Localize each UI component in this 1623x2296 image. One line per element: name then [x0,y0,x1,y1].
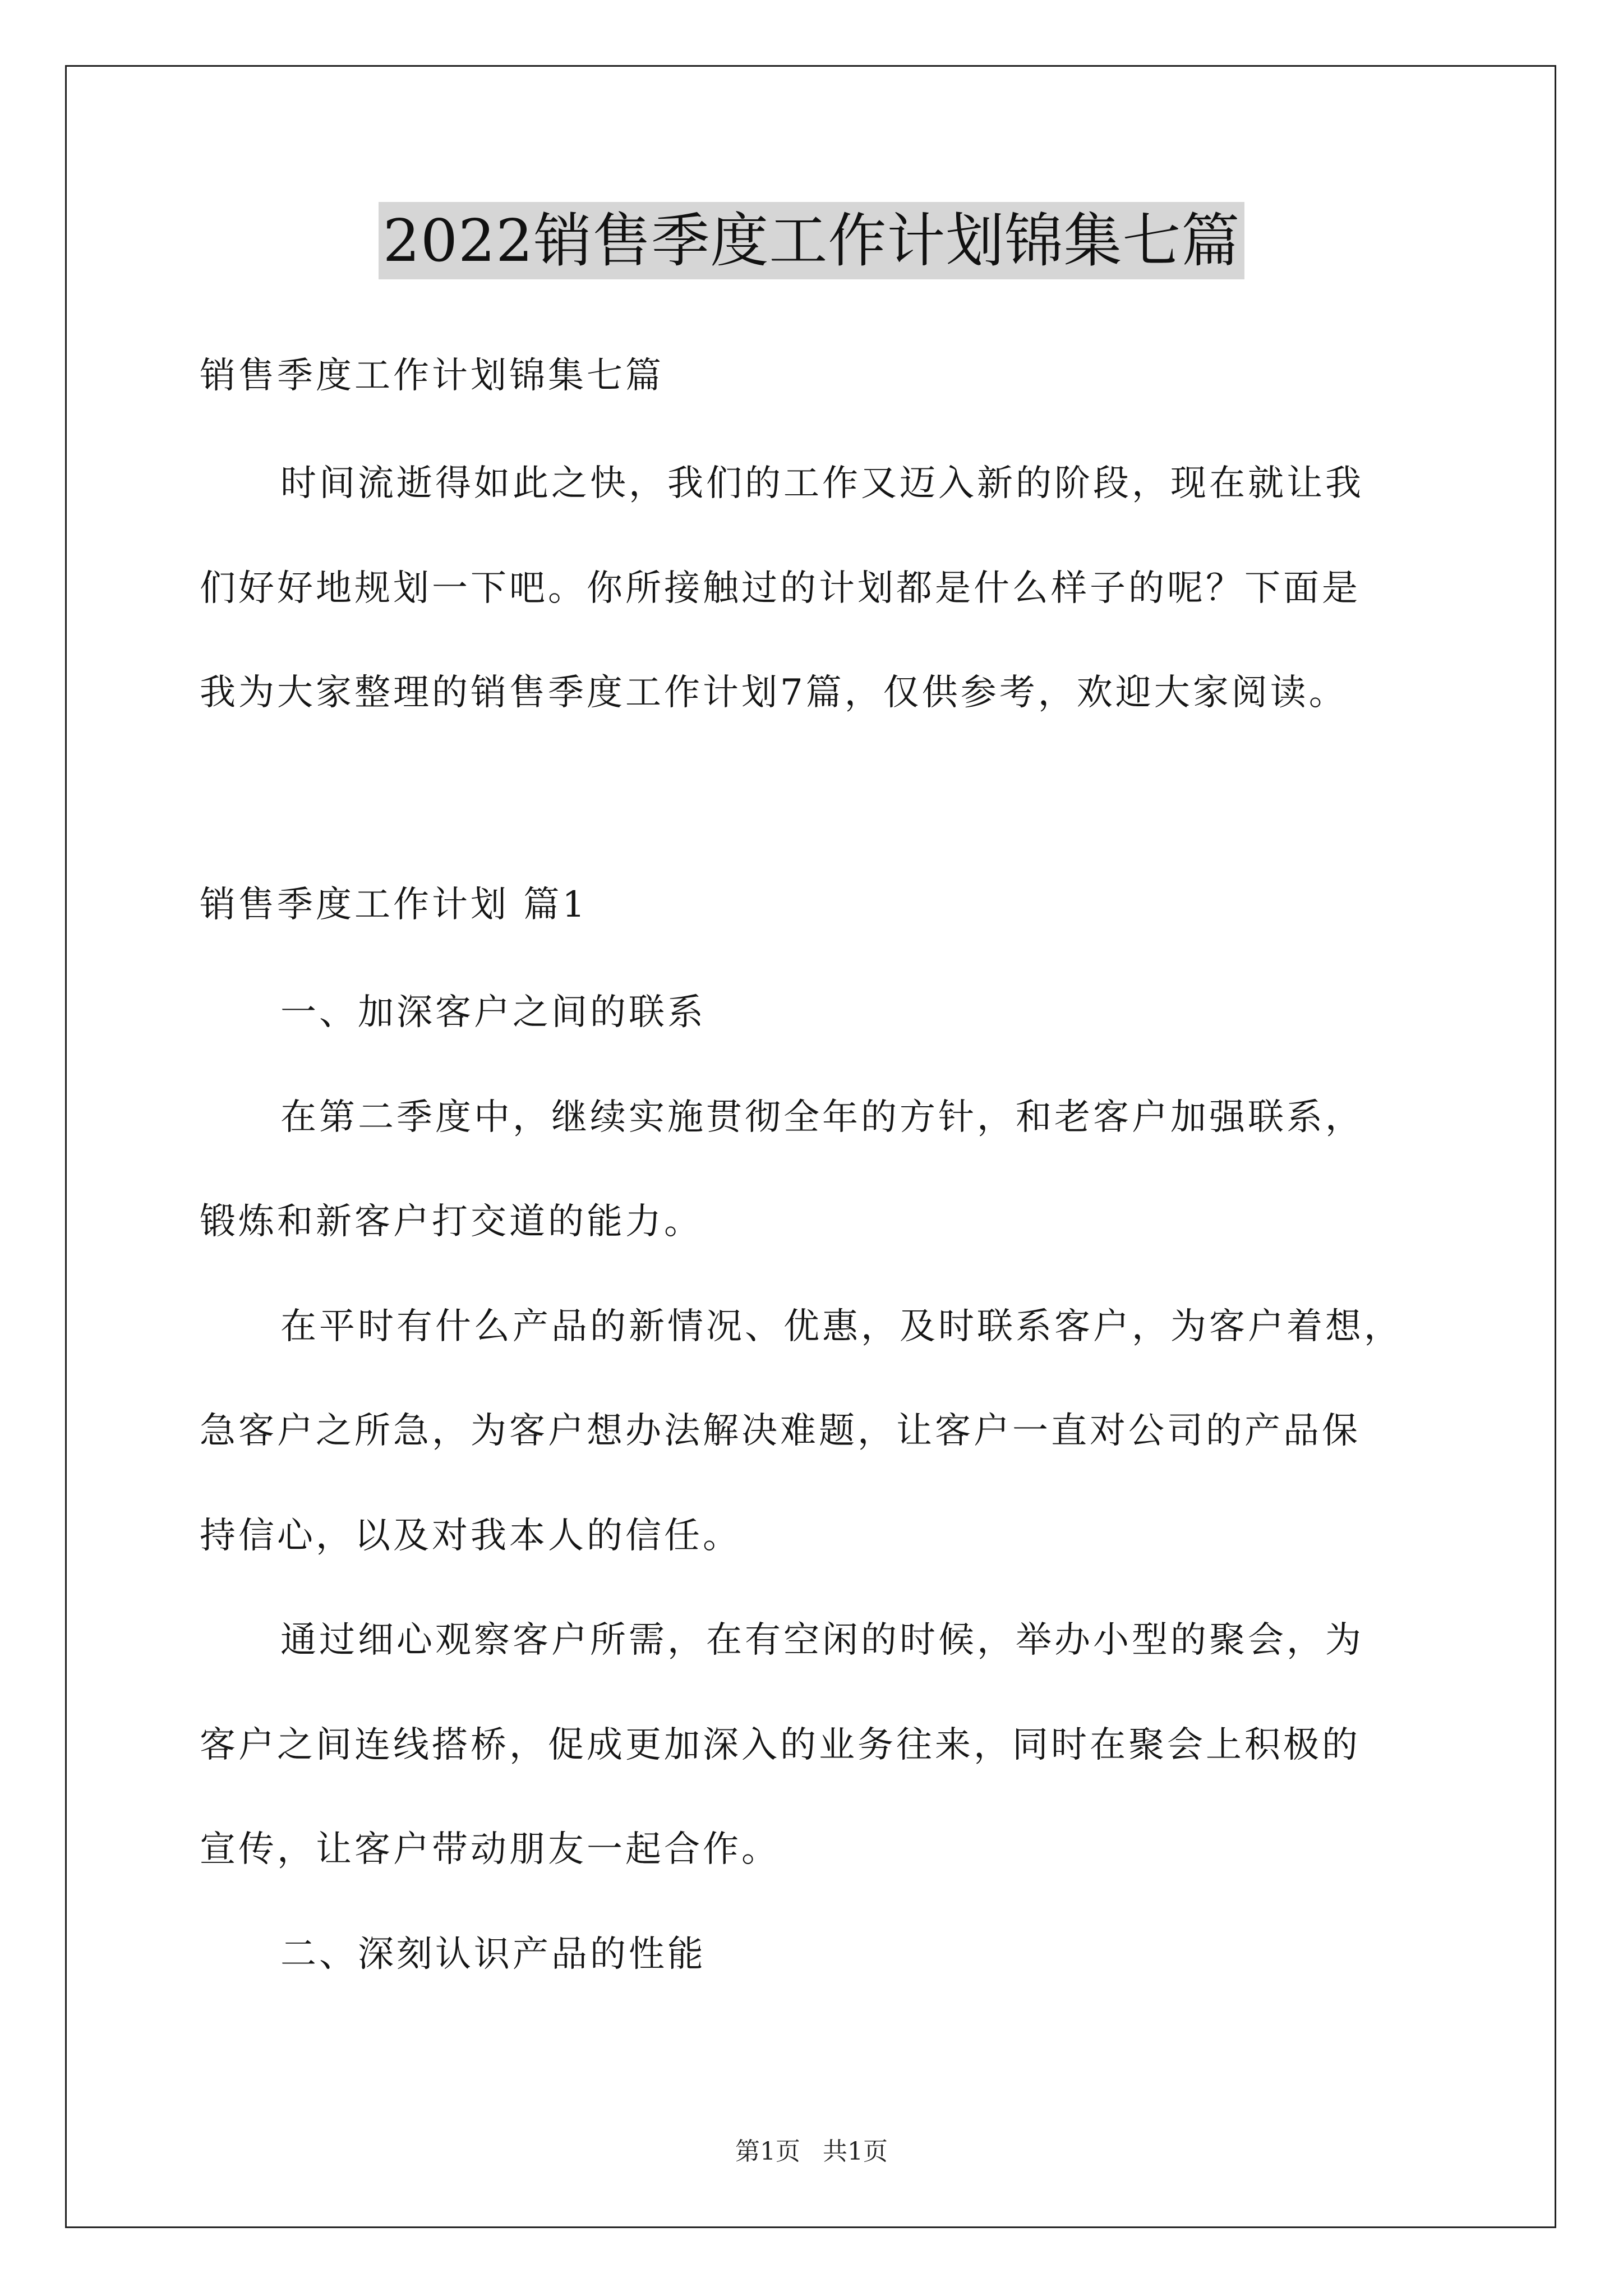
page-count: 共1页 [823,2137,888,2166]
paragraph-3-line-1: 通过细心观察客户所需，在有空闲的时候，举办小型的聚会，为 [280,1619,1364,1661]
page-footer [0,2136,1623,2168]
page-number: 第1页 [735,2137,800,2166]
paragraph-2-line-3: 持信心，以及对我本人的信任。 [200,1515,741,1557]
intro-paragraph-line-2: 们好好地规划一下吧。你所接触过的计划都是什么样子的呢？下面是 [200,568,1361,609]
paragraph-2-line-1: 在平时有什么产品的新情况、优惠，及时联系客户，为客户着想， [280,1306,1403,1347]
title-container [0,202,1623,279]
subheading-1: 一、加深客户之间的联系 [280,992,706,1033]
paragraph-2-line-2: 急客户之所急，为客户想办法解决难题，让客户一直对公司的产品保 [200,1410,1361,1452]
subtitle-line: 销售季度工作计划锦集七篇 [200,355,664,397]
paragraph-3-line-2: 客户之间连线搭桥，促成更加深入的业务往来，同时在聚会上积极的 [200,1724,1361,1766]
document-title: 2022销售季度工作计划锦集七篇 [379,202,1245,279]
intro-paragraph-line-3: 我为大家整理的销售季度工作计划7篇，仅供参考，欢迎大家阅读。 [200,672,1348,714]
intro-paragraph-line-1: 时间流逝得如此之快，我们的工作又迈入新的阶段，现在就让我 [280,463,1364,504]
paragraph-3-line-3: 宣传，让客户带动朋友一起合作。 [200,1829,780,1870]
subheading-2: 二、深刻认识产品的性能 [280,1934,706,1975]
section-heading: 销售季度工作计划 篇1 [200,884,588,926]
paragraph-1-line-1: 在第二季度中，继续实施贯彻全年的方针，和老客户加强联系， [280,1097,1364,1138]
paragraph-1-line-2: 锻炼和新客户打交道的能力。 [200,1201,703,1243]
